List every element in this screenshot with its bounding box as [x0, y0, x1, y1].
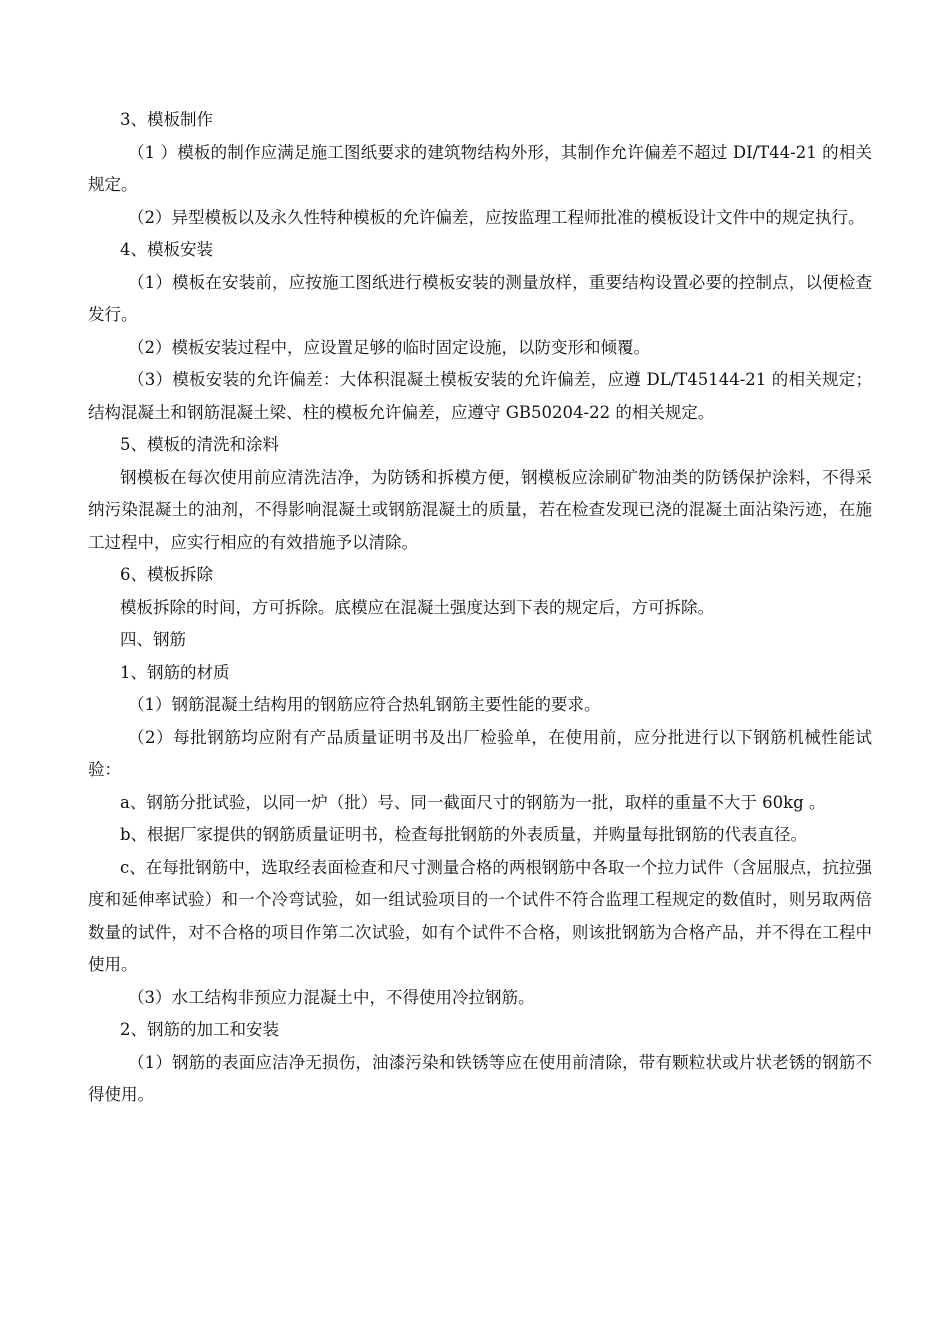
paragraph: b、根据厂家提供的钢筋质量证明书，检查每批钢筋的外表质量，并购量每批钢筋的代表直径。	[120, 825, 808, 844]
paragraph: a、钢筋分批试验，以同一炉（批）号、同一截面尺寸的钢筋为一批，取样的重量不大于 60kg 。	[120, 792, 826, 812]
paragraph: （1 ）模板的制作应满足施工图纸要求的建筑物结构外形，其制作允许偏差不超过 DI/T44-21 的相关规定。	[88, 142, 872, 194]
paragraph: （2）模板安装过程中，应设置足够的临时固定设施，以防变形和倾覆。	[128, 337, 650, 357]
paragraph: （1）模板在安装前，应按施工图纸进行模板安装的测量放样，重要结构设置必要的控制点，以便检查发行。	[88, 272, 872, 324]
paragraph: （1）钢筋混凝土结构用的钢筋应符合热轧钢筋主要性能的要求。	[128, 695, 601, 714]
paragraph: 钢模板在每次使用前应清洗洁净，为防锈和拆模方便，钢模板应涂刷矿物油类的防锈保护涂料，不得采纳污染混凝土的油剂，不得影响混凝土或钢筋混凝土的质量，若在检查发现已浇的混凝土面沾染污迹，在施工过程中，应实行相应的有效措施予以清除。	[88, 467, 872, 552]
section-heading-rebar-material: 1、钢筋的材质	[120, 662, 230, 682]
paragraph: （3）水工结构非预应力混凝土中，不得使用冷拉钢筋。	[128, 987, 535, 1007]
section-heading-template-making: 3、模板制作	[120, 110, 213, 129]
document-page	[88, 104, 872, 1112]
section-heading-template-removal: 6、模板拆除	[120, 565, 213, 584]
paragraph: （1）钢筋的表面应洁净无损伤，油漆污染和铁锈等应在使用前清除，带有颗粒状或片状老锈的钢筋不得使用。	[88, 1052, 872, 1104]
section-heading-template-install: 4、模板安装	[120, 240, 213, 259]
section-heading-template-cleaning: 5、模板的清洗和涂料	[120, 435, 279, 454]
paragraph: （3）模板安装的允许偏差：大体积混凝土模板安装的允许偏差，应遵 DL/T45144-21 的相关规定；结构混凝土和钢筋混凝土梁、柱的模板允许偏差，应遵守 GB50204-22 的相关规定。	[88, 370, 872, 422]
paragraph: （2）异型模板以及永久性特种模板的允许偏差，应按监理工程师批准的模板设计文件中的规定执行。	[128, 207, 865, 227]
paragraph: （2）每批钢筋均应附有产品质量证明书及出厂检验单，在使用前，应分批进行以下钢筋机械性能试验：	[88, 727, 872, 779]
chapter-heading-rebar: 四、钢筋	[120, 630, 186, 649]
paragraph: 模板拆除的时间，方可拆除。底模应在混凝土强度达到下表的规定后，方可拆除。	[120, 597, 714, 617]
section-heading-rebar-processing: 2、钢筋的加工和安装	[120, 1020, 279, 1039]
paragraph: c、在每批钢筋中，选取经表面检查和尺寸测量合格的两根钢筋中各取一个拉力试件（含屈服点，抗拉强度和延伸率试验）和一个冷弯试验，如一组试验项目的一个试件不符合监理工程规定的数值时，则另取两倍数量的试件，对不合格的项目作第二次试验，如有个试件不合格，则该批钢筋为合格产品，并不得在工程中使用。	[88, 857, 872, 974]
